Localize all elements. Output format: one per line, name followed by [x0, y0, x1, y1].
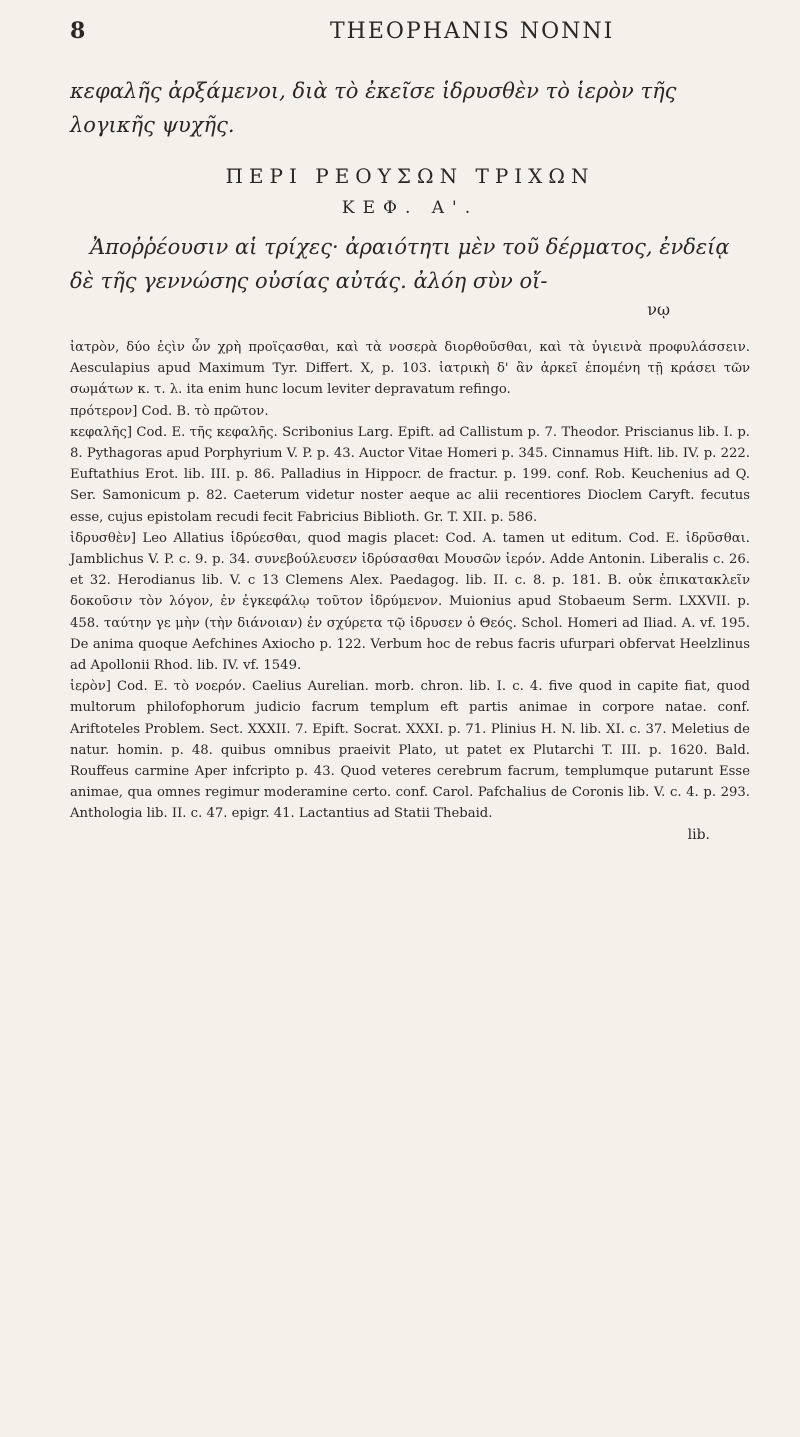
main-catchword: νῳ [647, 300, 670, 319]
footnote: κεφαλῆς] Cod. E. τῆς κεφαλῆς. Scribonius Larg. Epift. ad Callistum p. 7. Theodor. Priscianus lib. I. p. 8. Pythagoras apud Porphyrium V. P. p. 43. Auctor Vitae Homeri p. 345. Cinnamus Hift. lib. IV. p. 222. Euftathius Erot. lib. III. p. 86. Palladius in Hippocr. de fractur. p. 199. conf. Rob. Keuchenius ad Q. Ser. Samonicum p. 82. Caeterum videtur noster aeque ac alii recentiores Dioclem Caryft. fecutus esse, cujus epistolam recudi fecit Fabricius Biblioth. Gr. T. XII. p. 586. [70, 424, 750, 525]
page-number: 8 [70, 18, 88, 44]
page-header [70, 18, 750, 58]
main-greek-text: Ἀποῤῥέουσιν αἱ τρίχες· ἀραιότητι μὲν τοῦ δέρματος, ἐνδείᾳ δὲ τῆς γεννώσης οὐσίας αὐτάς. ἀλόη σὺν οἴ- [70, 235, 730, 293]
footnote: ἱδρυσθὲν] Leo Allatius ἱδρύεσθαι, quod magis placet: Cod. A. tamen ut editum. Cod. E. ἱδρῦσθαι. Jamblichus V. P. c. 9. p. 34. συνεβούλευσεν ἱδρύσασθαι Μουσῶν ἱερόν. Adde Antonin. Liberalis c. 26. et 32. Herodianus lib. V. c 13 Clemens Alex. Paedagog. lib. II. c. 8. p. 181. B. οὐκ ἐπικατακλεῖν δοκοῦσιν τὸν λόγον, ἐν ἐγκεφάλῳ τοῦτον ἱδρύμενον. Muionius apud Stobaeum Serm. LXXVII. p. 458. ταύτην γε μὴν (τὴν διάνοιαν) ἐν σχύρετα τῷ ἱδρυσεν ὁ Θεός. Schol. Homeri ad Iliad. A. vf. 195. De anima quoque Aefchines Axiocho p. 122. Verbum hoc de rebus facris ufurpari obfervat Heelzlinus ad Apollonii Rhod. lib. IV. vf. 1549. [70, 530, 750, 674]
running-head: THEOPHANIS NONNI [330, 19, 615, 44]
footnotes [70, 337, 750, 825]
section-title: ΠΕΡΙ ΡΕΟΥΣΩΝ ΤΡΙΧΩΝ [225, 164, 595, 188]
footnote: πρότερον] Cod. B. τὸ πρῶτον. [70, 403, 269, 419]
chapter-heading: ΚΕΦ. Α'. [341, 198, 479, 218]
footnote: ἱερὸν] Cod. E. τὸ νοερόν. Caelius Aurelian. morb. chron. lib. I. c. 4. five quod in capite fiat, quod multorum philofophorum judicio facrum templum eft partis animae in corpore natae. conf. Ariftoteles Problem. Sect. XXXII. 7. Epift. Socrat. XXXI. p. 71. Plinius H. N. lib. XI. c. 37. Meletius de natur. homin. p. 48. quibus omnibus praeivit Plato, ut patet ex Plutarchi T. III. p. 1620. Bald. Rouffeus carmine Aper infcripto p. 43. Quod veteres cerebrum facrum, templumque putarunt Esse animae, qua omnes regimur moderamine certo. conf. Carol. Pafchalius de Coronis lib. V. c. 4. p. 293. Anthologia lib. II. c. 47. epigr. 41. Lactantius ad Statii Thebaid. [70, 679, 750, 822]
book-page [70, 18, 750, 1418]
lead-greek-text: κεφαλῆς ἀρξάμενοι, διὰ τὸ ἐκεῖσε ἱδρυσθὲν τὸ ἱερὸν τῆς λογικῆς ψυχῆς. [70, 79, 677, 137]
footnote: ἰατρὸν, δύο ἐςὶν ὧν χρὴ προϊςασθαι, καὶ τὰ νοσερὰ διορθοῦσθαι, καὶ τὰ ὑγιεινὰ προφυλάσσειν. Aesculapius apud Maximum Tyr. Differt. X, p. 103. ἰατρικὴ δ' ἂν ἀρκεῖ ἑπομένη τῇ κράσει τῶν σωμάτων κ. τ. λ. ita enim hunc locum leviter depravatum refingo. [70, 340, 750, 398]
page-catchword: lib. [687, 826, 710, 843]
